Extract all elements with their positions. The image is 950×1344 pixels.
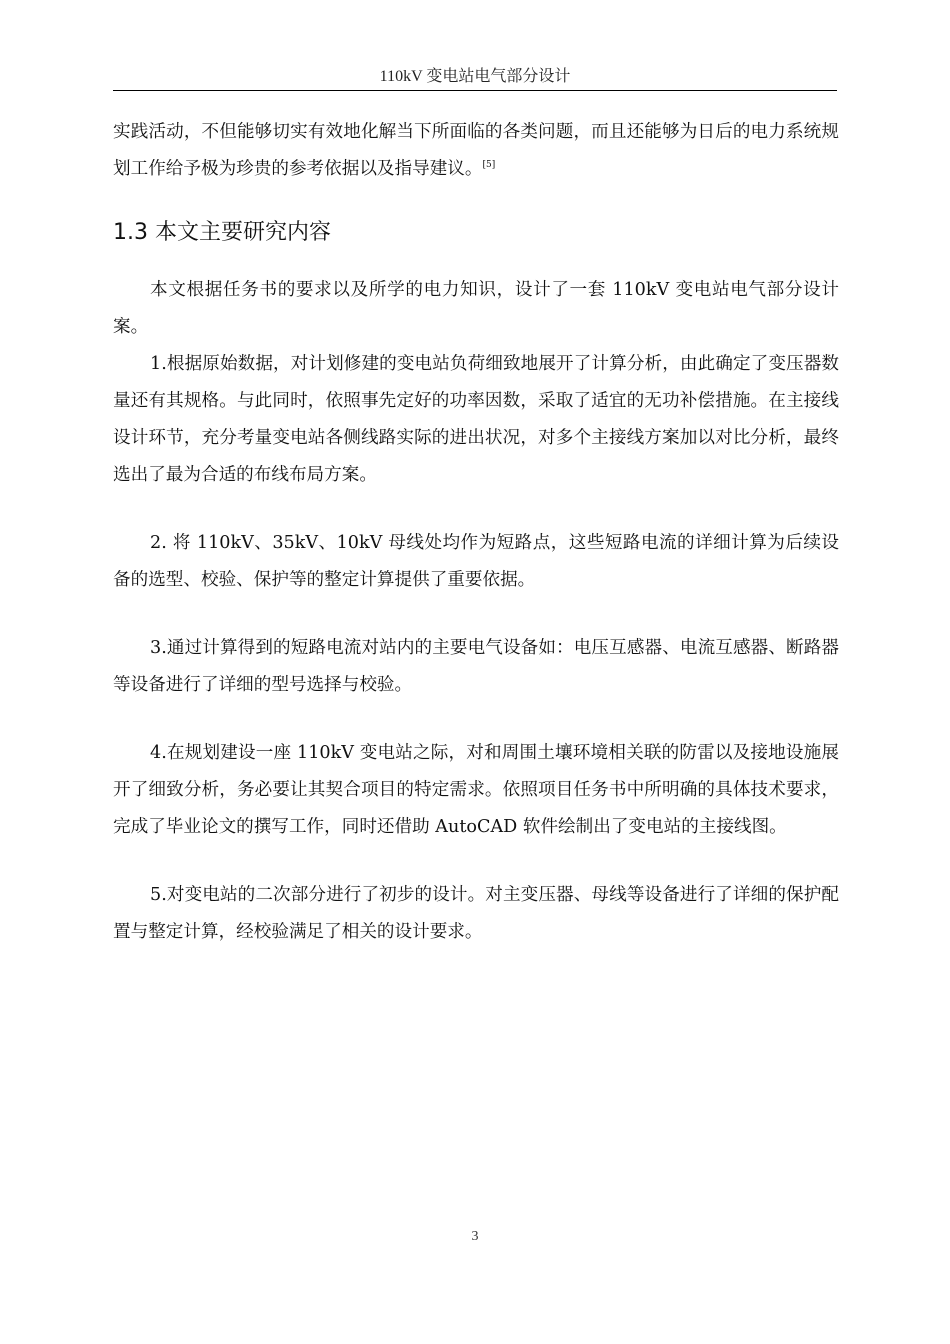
page-number: 3 bbox=[471, 1229, 479, 1244]
header-title: 110kV 变电站电气部分设计 bbox=[379, 68, 571, 85]
page-body bbox=[113, 114, 839, 951]
intro-paragraph bbox=[113, 114, 839, 188]
section-intro-paragraph: 本文根据任务书的要求以及所学的电力知识，设计了一套 110kV 变电站电气部分设计案。 bbox=[113, 280, 839, 337]
section-heading: 1.3 本文主要研究内容 bbox=[113, 220, 331, 245]
item-4-paragraph: 4.在规划建设一座 110kV 变电站之际，对和周围土壤环境相关联的防雷以及接地设施展开了细致分析，务必要让其契合项目的特定需求。依照项目任务书中所明确的具体技术要求，完成了毕业论文的撰写工作，同时还借助 AutoCAD 软件绘制出了变电站的主接线图。 bbox=[113, 743, 839, 837]
item-2-paragraph: 2. 将 110kV、35kV、10kV 母线处均作为短路点，这些短路电流的详细计算为后续设备的选型、校验、保护等的整定计算提供了重要依据。 bbox=[113, 533, 839, 590]
running-header bbox=[113, 66, 837, 91]
item-1-paragraph: 1.根据原始数据，对计划修建的变电站负荷细致地展开了计算分析，由此确定了变压器数量还有其规格。与此同时，依照事先定好的功率因数，采取了适宜的无功补偿措施。在主接线设计环节，充分考量变电站各侧线路实际的进出状况，对多个主接线方案加以对比分析，最终选出了最为合适的布线布局方案。 bbox=[113, 354, 839, 485]
item-5-paragraph: 5.对变电站的二次部分进行了初步的设计。对主变压器、母线等设备进行了详细的保护配置与整定计算，经校验满足了相关的设计要求。 bbox=[113, 885, 839, 942]
citation-marker: [5] bbox=[482, 160, 496, 171]
intro-text: 实践活动，不但能够切实有效地化解当下所面临的各类问题，而且还能够为日后的电力系统规划工作给予极为珍贵的参考依据以及指导建议。 bbox=[113, 122, 839, 179]
item-3-paragraph: 3.通过计算得到的短路电流对站内的主要电气设备如：电压互感器、电流互感器、断路器等设备进行了详细的型号选择与校验。 bbox=[113, 638, 839, 695]
